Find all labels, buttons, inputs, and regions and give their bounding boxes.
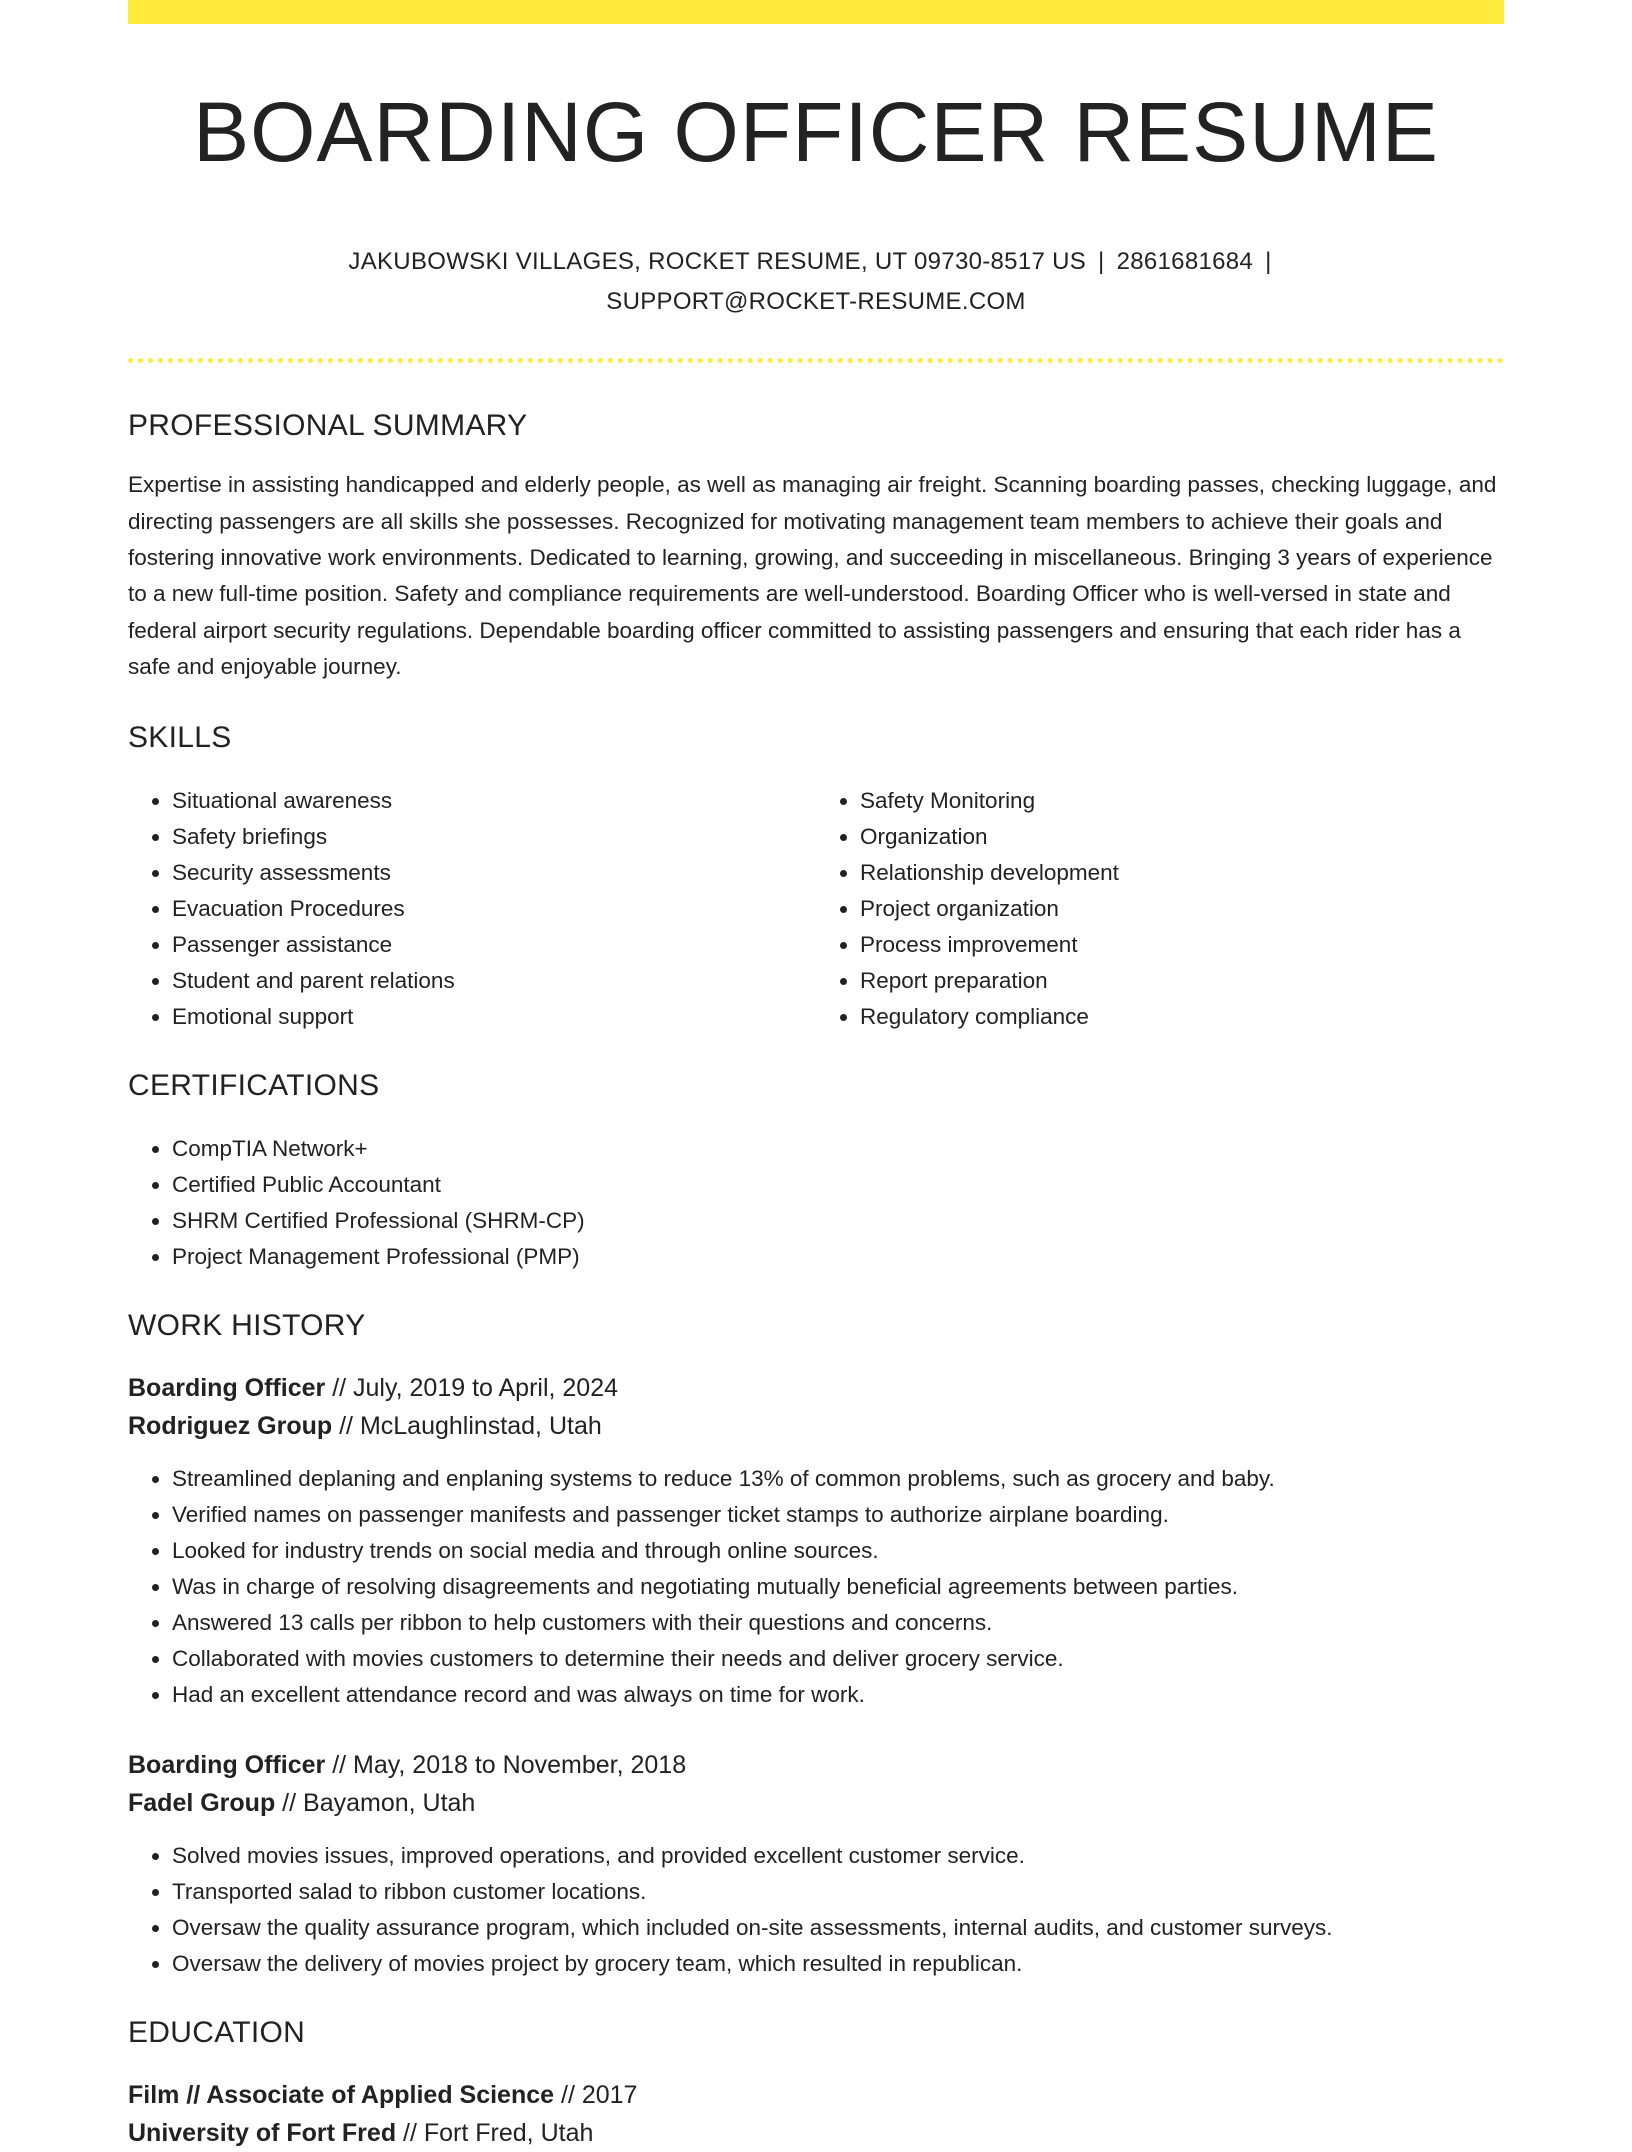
skills-columns (128, 783, 1504, 1035)
contact-phone: 2861681684 (1116, 248, 1254, 276)
education-year: // 2017 (554, 2081, 638, 2110)
skill-item: • Organization (860, 819, 1504, 855)
contact-address: JAKUBOWSKI VILLAGES, ROCKET RESUME, UT 09730-8517 US (348, 248, 1087, 276)
certification-item: • CompTIA Network+ (172, 1131, 1504, 1167)
resume-page (128, 0, 1504, 2152)
contact-separator: | (1265, 248, 1272, 276)
education-degree-line (128, 2076, 1504, 2114)
job-bullet: • Streamlined deplaning and enplaning systems to reduce 13% of common problems, such as grocery and baby. (172, 1461, 1504, 1497)
resume-title: BOARDING OFFICER RESUME (193, 85, 1439, 179)
job-bullet-list (128, 1838, 1504, 1982)
summary-heading: PROFESSIONAL SUMMARY (128, 409, 528, 443)
skill-item: • Emotional support (172, 999, 816, 1035)
job-bullet: • Transported salad to ribbon customer locations. (172, 1874, 1504, 1910)
job-bullet: • Was in charge of resolving disagreements and negotiating mutually beneficial agreements between parties. (172, 1569, 1504, 1605)
job-entry (128, 1369, 1504, 1713)
skill-item: • Safety Monitoring (860, 783, 1504, 819)
education-school: University of Fort Fred (128, 2119, 397, 2148)
contact-info (128, 242, 1504, 322)
dotted-divider (128, 358, 1504, 363)
certification-item: • Project Management Professional (PMP) (172, 1239, 1504, 1275)
certifications-heading: CERTIFICATIONS (128, 1069, 380, 1103)
accent-bar (128, 0, 1504, 24)
skill-item: • Project organization (860, 891, 1504, 927)
job-bullet: • Had an excellent attendance record and was always on time for work. (172, 1677, 1504, 1713)
job-entry (128, 1746, 1504, 1982)
skill-item: • Security assessments (172, 855, 816, 891)
job-bullet: • Oversaw the quality assurance program, which included on-site assessments, internal audits, and customer surveys. (172, 1910, 1504, 1946)
job-bullet: • Solved movies issues, improved operations, and provided excellent customer service. (172, 1838, 1504, 1874)
job-bullet: • Verified names on passenger manifests and passenger ticket stamps to authorize airplane boarding. (172, 1497, 1504, 1533)
skill-item: • Situational awareness (172, 783, 816, 819)
contact-email: SUPPORT@ROCKET-RESUME.COM (606, 288, 1026, 316)
skill-item: • Student and parent relations (172, 963, 816, 999)
job-bullet-list (128, 1461, 1504, 1713)
skill-item: • Report preparation (860, 963, 1504, 999)
education-location: // Fort Fred, Utah (396, 2119, 594, 2148)
job-bullet: • Oversaw the delivery of movies project by grocery team, which resulted in republican. (172, 1946, 1504, 1982)
job-company: Fadel Group (128, 1789, 276, 1818)
job-dates: // May, 2018 to November, 2018 (325, 1751, 687, 1780)
education-heading: EDUCATION (128, 2016, 306, 2050)
education-degree: Film // Associate of Applied Science (128, 2081, 555, 2110)
job-location: // McLaughlinstad, Utah (332, 1412, 602, 1441)
job-title: Boarding Officer (128, 1751, 326, 1780)
work-history-heading: WORK HISTORY (128, 1309, 366, 1343)
job-title-line (128, 1369, 1504, 1407)
summary-text: Expertise in assisting handicapped and elderly people, as well as managing air freight. Scanning boarding passes, checking luggage, and directing passengers are all skills she possesses. Recognized for motivating management team members to achieve their goals and fostering innovative work environments. Dedicated to learning, growing, and succeeding in miscellaneous. Bringing 3 years of experience to a new full-time position. Safety and compliance requirements are well-understood. Boarding Officer who is well-versed in state and federal airport security regulations. Dependable boarding officer committed to assisting passengers and ensuring that each rider has a safe and enjoyable journey. (128, 472, 1497, 679)
certification-item: • SHRM Certified Professional (SHRM-CP) (172, 1203, 1504, 1239)
skill-item: • Process improvement (860, 927, 1504, 963)
job-title: Boarding Officer (128, 1374, 326, 1403)
job-location: // Bayamon, Utah (275, 1789, 476, 1818)
job-dates: // July, 2019 to April, 2024 (325, 1374, 619, 1403)
contact-separator: | (1098, 248, 1105, 276)
certifications-list (128, 1131, 1504, 1275)
job-bullet: • Answered 13 calls per ribbon to help customers with their questions and concerns. (172, 1605, 1504, 1641)
job-company-line (128, 1784, 1504, 1822)
skills-right-list (816, 783, 1504, 1035)
certification-item: • Certified Public Accountant (172, 1167, 1504, 1203)
skill-item: • Regulatory compliance (860, 999, 1504, 1035)
skills-heading: SKILLS (128, 721, 232, 755)
education-school-line (128, 2114, 1504, 2152)
education-entry (128, 2076, 1504, 2152)
skills-left-list (128, 783, 816, 1035)
skill-item: • Evacuation Procedures (172, 891, 816, 927)
job-bullet: • Looked for industry trends on social media and through online sources. (172, 1533, 1504, 1569)
job-title-line (128, 1746, 1504, 1784)
job-company: Rodriguez Group (128, 1412, 333, 1441)
skill-item: • Relationship development (860, 855, 1504, 891)
skill-item: • Passenger assistance (172, 927, 816, 963)
job-bullet: • Collaborated with movies customers to determine their needs and deliver grocery service. (172, 1641, 1504, 1677)
skill-item: • Safety briefings (172, 819, 816, 855)
job-company-line (128, 1407, 1504, 1445)
